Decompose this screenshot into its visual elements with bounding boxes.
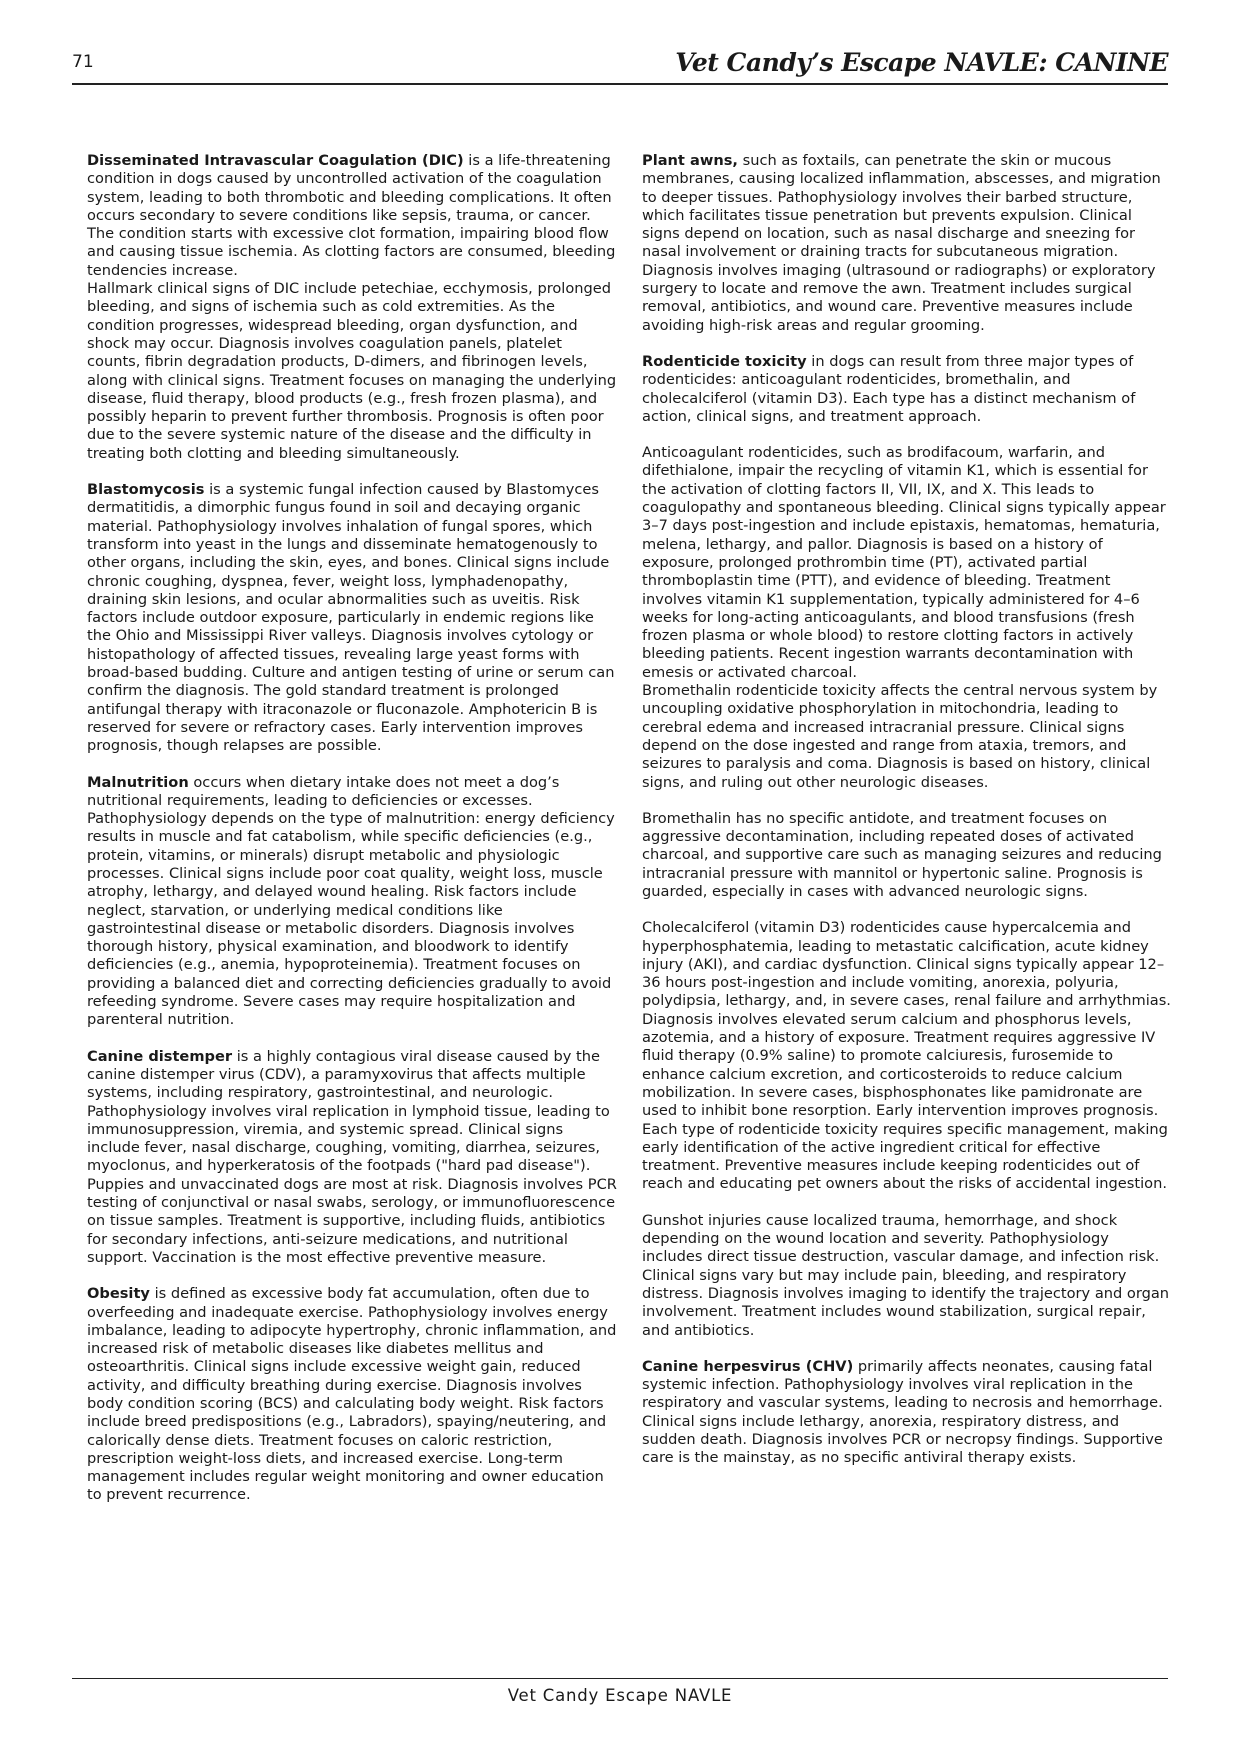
rodenticide-paragraph	[642, 353, 1172, 426]
rodenticide-term: Rodenticide toxicity	[642, 352, 807, 370]
left-column	[87, 152, 617, 1523]
malnutrition-body: occurs when dietary intake does not meet a dog’s nutritional requirements, leading to deficiencies or excesses. Pathophysiology depends on the type of malnutrition: energy deficiency results in muscle and fat catabolism, while specific deficiencies (e.g., protein, vitamins, or minerals) disrupt metabolic and physiologic processes. Clinical signs include poor coat quality, weight loss, muscle atrophy, lethargy, and delayed wound healing. Risk factors include neglect, starvation, or underlying medical conditions like gastrointestinal disease or metabolic disorders. Diagnosis involves thorough history, physical examination, and bloodwork to identify deficiencies (e.g., anemia, hypoproteinemia). Treatment focuses on providing a balanced diet and correcting deficiencies gradually to avoid refeeding syndrome. Severe cases may require hospitalization and parenteral nutrition.	[87, 773, 615, 1029]
blastomycosis-paragraph	[87, 481, 617, 755]
rodenticide-body: in dogs can result from three major types of rodenticides: anticoagulant rodenticides, bromethalin, and cholecalciferol (vitamin D3). Each type has a distinct mechanism of action, clinical signs, and treatment approach.	[642, 352, 1136, 425]
blastomycosis-body: is a systemic fungal infection caused by Blastomyces dermatitidis, a dimorphic fungus found in soil and decaying organic material. Pathophysiology involves inhalation of fungal spores, which transform into yeast in the lungs and disseminate hematogenously to other organs, including the skin, eyes, and bones. Clinical signs include chronic coughing, dyspnea, fever, weight loss, lymphadenopathy, draining skin lesions, and ocular abnormalities such as uveitis. Risk factors include outdoor exposure, particularly in endemic regions like the Ohio and Mississippi River valleys. Diagnosis involves cytology or histopathology of affected tissues, revealing large yeast forms with broad-based budding. Culture and antigen testing of urine or serum can confirm the diagnosis. The gold standard treatment is prolonged antifungal therapy with itraconazole or fluconazole. Amphotericin B is reserved for severe or refractory cases. Early intervention improves prognosis, though relapses are possible.	[87, 481, 615, 755]
running-title: Vet Candy’s Escape NAVLE: CANINE	[675, 48, 1168, 77]
distemper-paragraph	[87, 1048, 617, 1268]
malnutrition-term: Malnutrition	[87, 773, 189, 791]
dic-term: Disseminated Intravascular Coagulation (DIC)	[87, 152, 464, 169]
anticoagulant-paragraph: Anticoagulant rodenticides, such as brodifacoum, warfarin, and difethialone, impair the recycling of vitamin K1, which is essential for the activation of clotting factors II, VII, IX, and X. This leads to coagulopathy and spontaneous bleeding. Clinical signs typically appear 3–7 days post-ingestion and include epistaxis, hematomas, hematuria, melena, lethargy, and pallor. Diagnosis is based on a history of exposure, prolonged prothrombin time (PT), activated partial thromboplastin time (PTT), and evidence of bleeding. Treatment involves vitamin K1 supplementation, typically administered for 4–6 weeks for long-acting anticoagulants, and blood transfusions (fresh frozen plasma or whole blood) to restore clotting factors in actively bleeding patients. Recent ingestion warrants decontamination with emesis or activated charcoal.	[642, 444, 1166, 681]
obesity-paragraph	[87, 1285, 617, 1505]
herpesvirus-term: Canine herpesvirus (CHV)	[642, 1357, 854, 1375]
malnutrition-paragraph	[87, 774, 617, 1030]
footer-divider	[72, 1678, 1168, 1679]
cholecalciferol-paragraph: Cholecalciferol (vitamin D3) rodenticides cause hypercalcemia and hyperphosphatemia, leading to metastatic calcification, acute kidney injury (AKI), and cardiac dysfunction. Clinical signs typically appear 12–36 hours post-ingestion and include vomiting, anorexia, polyuria, polydipsia, lethargy, and, in severe cases, renal failure and arrhythmias. Diagnosis involves elevated serum calcium and phosphorus levels, azotemia, and a history of exposure. Treatment requires aggressive IV fluid therapy (0.9% saline) to promote calciuresis, furosemide to enhance calcium excretion, and corticosteroids to reduce calcium mobilization. In severe cases, bisphosphonates like pamidronate are used to inhibit bone resorption. Early intervention improves prognosis. Each type of rodenticide toxicity requires specific management, making early identification of the active ingredient critical for effective treatment. Preventive measures include keeping rodenticides out of reach and educating pet owners about the risks of accidental ingestion.	[642, 919, 1171, 1193]
gunshot-paragraph: Gunshot injuries cause localized trauma, hemorrhage, and shock depending on the wound location and severity. Pathophysiology includes direct tissue destruction, vascular damage, and infection risk. Clinical signs vary but may include pain, bleeding, and respiratory distress. Diagnosis involves imaging to identify the trajectory and organ involvement. Treatment includes wound stabilization, surgical repair, and antibiotics.	[642, 1211, 1170, 1339]
dic-signs-paragraph: Hallmark clinical signs of DIC include petechiae, ecchymosis, prolonged bleeding, and signs of ischemia such as cold extremities. As the condition progresses, widespread bleeding, organ dysfunction, and shock may occur. Diagnosis involves coagulation panels, platelet counts, fibrin degradation products, D-dimers, and fibrinogen levels, along with clinical signs. Treatment focuses on managing the underlying disease, fluid therapy, blood products (e.g., fresh frozen plasma), and possibly heparin to prevent further thrombosis. Prognosis is often poor due to the severe systemic nature of the disease and the difficulty in treating both clotting and bleeding simultaneously.	[87, 280, 617, 462]
blastomycosis-term: Blastomycosis	[87, 481, 205, 499]
herpesvirus-paragraph	[642, 1358, 1172, 1468]
obesity-body: is defined as excessive body fat accumulation, often due to overfeeding and inadequate exercise. Pathophysiology involves energy imbalance, leading to adipocyte hypertrophy, chronic inflammation, and increased risk of metabolic diseases like diabetes mellitus and osteoarthritis. Clinical signs include excessive weight gain, reduced activity, and difficulty breathing during exercise. Diagnosis involves body condition scoring (BCS) and calculating body weight. Risk factors include breed predispositions (e.g., Labradors), spaying/neutering, and calorically dense diets. Treatment focuses on caloric restriction, prescription weight-loss diets, and increased exercise. Long-term management includes regular weight monitoring and owner education to prevent recurrence.	[87, 1285, 617, 1504]
distemper-body: is a highly contagious viral disease caused by the canine distemper virus (CDV), a paramyxovirus that affects multiple systems, including respiratory, gastrointestinal, and neurologic. Pathophysiology involves viral replication in lymphoid tissue, leading to immunosuppression, viremia, and systemic spread. Clinical signs include fever, nasal discharge, coughing, vomiting, diarrhea, seizures, myoclonus, and hyperkeratosis of the footpads ("hard pad disease"). Puppies and unvaccinated dogs are most at risk. Diagnosis involves PCR testing of conjunctival or nasal swabs, serology, or immunofluorescence on tissue samples. Treatment is supportive, including fluids, antibiotics for secondary infections, anti-seizure medications, and nutritional support. Vaccination is the most effective preventive measure.	[87, 1047, 617, 1266]
plant-awns-term: Plant awns,	[642, 152, 738, 169]
header-divider	[72, 83, 1168, 85]
footer-text: Vet Candy Escape NAVLE	[507, 1686, 733, 1705]
dic-paragraph	[87, 152, 617, 280]
dic-body: is a life-threatening condition in dogs caused by uncontrolled activation of the coagulation system, leading to both thrombotic and bleeding complications. It often occurs secondary to severe conditions like sepsis, trauma, or cancer. The condition starts with excessive clot formation, impairing blood flow and causing tissue ischemia. As clotting factors are consumed, bleeding tendencies increase.	[87, 152, 616, 279]
herpesvirus-body: primarily affects neonates, causing fatal systemic infection. Pathophysiology involves viral replication in the respiratory and vascular systems, leading to necrosis and hemorrhage. Clinical signs include lethargy, anorexia, respiratory distress, and sudden death. Diagnosis involves PCR or necropsy findings. Supportive care is the mainstay, as no specific antiviral therapy exists.	[642, 1357, 1163, 1467]
plant-awns-paragraph	[642, 152, 1172, 335]
bromethalin-paragraph: Bromethalin rodenticide toxicity affects the central nervous system by uncoupling oxidative phosphorylation in mitochondria, leading to cerebral edema and increased intracranial pressure. Clinical signs depend on the dose ingested and range from ataxia, tremors, and seizures to paralysis and coma. Diagnosis is based on history, clinical signs, and ruling out other neurologic diseases.	[642, 682, 1158, 791]
right-column	[642, 152, 1172, 1486]
obesity-term: Obesity	[87, 1285, 150, 1303]
page-number: 71	[72, 52, 94, 72]
bromethalin-treatment-paragraph: Bromethalin has no specific antidote, and treatment focuses on aggressive decontamination, including repeated doses of activated charcoal, and supportive care such as managing seizures and reducing intracranial pressure with mannitol or hypertonic saline. Prognosis is guarded, especially in cases with advanced neurologic signs.	[642, 809, 1162, 900]
plant-awns-body: such as foxtails, can penetrate the skin or mucous membranes, causing localized inflammation, abscesses, and migration to deeper tissues. Pathophysiology involves their barbed structure, which facilitates tissue penetration but prevents expulsion. Clinical signs depend on location, such as nasal discharge and sneezing for nasal involvement or draining tracts for subcutaneous migration. Diagnosis involves imaging (ultrasound or radiographs) or exploratory surgery to locate and remove the awn. Treatment includes surgical removal, antibiotics, and wound care. Preventive measures include avoiding high-risk areas and regular grooming.	[642, 152, 1161, 334]
distemper-term: Canine distemper	[87, 1047, 233, 1065]
